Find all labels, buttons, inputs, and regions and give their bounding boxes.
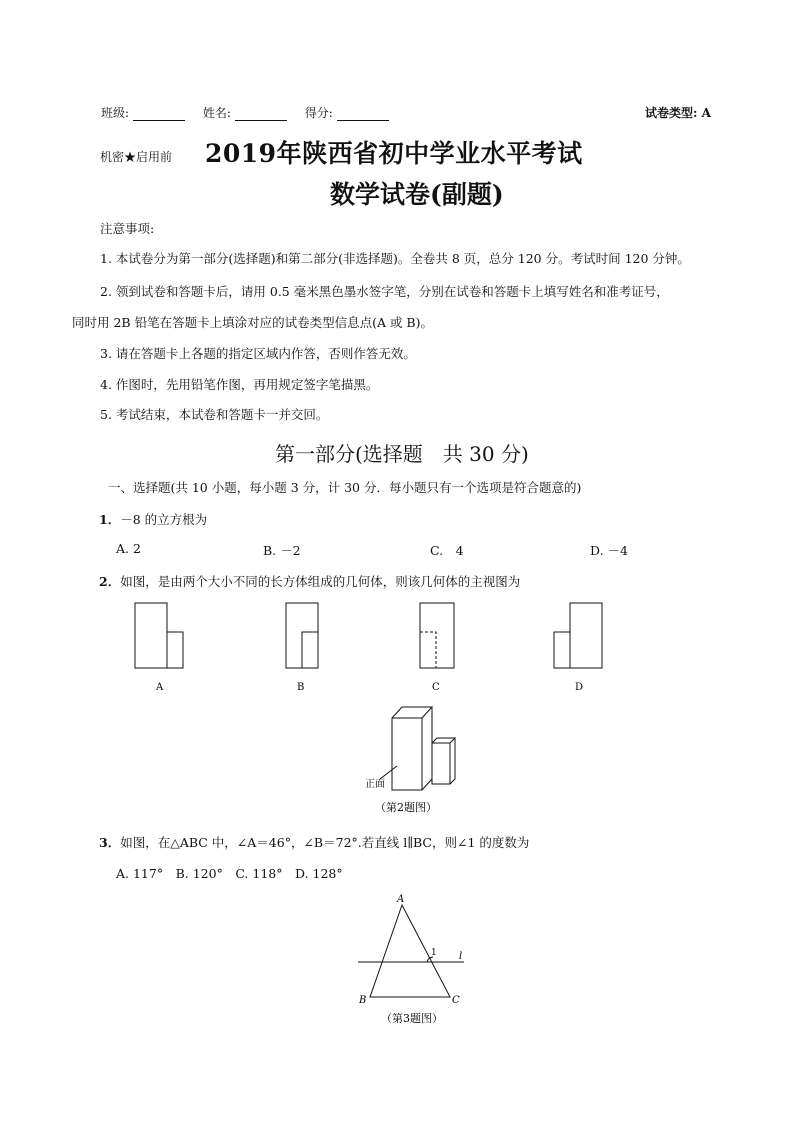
q2-solid-figure bbox=[380, 707, 455, 790]
question-number: 1． bbox=[99, 512, 121, 527]
question-3 bbox=[99, 833, 529, 851]
part1-title: 第一部分(选择题 共 30 分) bbox=[275, 442, 529, 466]
question-text: －8 的立方根为 bbox=[120, 512, 208, 527]
vertex-b-label: B bbox=[359, 995, 367, 1006]
q1-option-d: D. －4 bbox=[590, 543, 628, 558]
q2-figure-c bbox=[420, 603, 454, 668]
line-l-label: l bbox=[459, 951, 463, 962]
q2-label-c: C bbox=[432, 682, 440, 693]
class-label: 班级: bbox=[101, 106, 130, 120]
exam-title: 2019年陕西省初中学业水平考试 bbox=[205, 139, 583, 168]
question-text: 如图，在△ABC 中，∠A＝46°，∠B＝72°.若直线 l∥BC，则∠1 的度数为 bbox=[120, 835, 530, 850]
paper-type: 试卷类型: A bbox=[645, 106, 711, 120]
part1-instruction: 一、选择题(共 10 小题，每小题 3 分，计 30 分．每小题只有一个选项是符合题意的) bbox=[108, 480, 582, 495]
q2-figure-a bbox=[135, 603, 183, 668]
q3-options: A. 117° B. 120° C. 118° D. 128° bbox=[116, 866, 343, 881]
secret-label: 机密★启用前 bbox=[100, 150, 173, 164]
question-text: 如图，是由两个大小不同的长方体组成的几何体，则该几何体的主视图为 bbox=[120, 574, 521, 589]
q2-label-a: A bbox=[156, 682, 164, 693]
question-number: 2． bbox=[99, 574, 121, 589]
vertex-c-label: C bbox=[452, 995, 460, 1006]
note-item: 1. 本试卷分为第一部分(选择题)和第二部分(非选择题)。全卷共 8 页，总分 120 分。考试时间 120 分钟。 bbox=[100, 251, 690, 266]
q3-triangle-figure bbox=[358, 905, 464, 997]
q2-figure-d bbox=[554, 603, 602, 668]
name-label: 姓名: bbox=[202, 106, 231, 120]
exam-subtitle: 数学试卷(副题) bbox=[330, 180, 504, 209]
notes-heading: 注意事项: bbox=[100, 221, 155, 236]
front-label: 正面 bbox=[365, 779, 385, 790]
angle-1-label: 1 bbox=[431, 948, 437, 958]
q1-option-b: B. －2 bbox=[263, 543, 301, 558]
q1-option-c: C. 4 bbox=[430, 543, 464, 558]
q2-figure-b bbox=[286, 603, 318, 668]
note-item: 5. 考试结束，本试卷和答题卡一并交回。 bbox=[100, 407, 329, 422]
vertex-a-label: A bbox=[397, 894, 405, 905]
question-number: 3． bbox=[99, 835, 121, 850]
note-item: 3. 请在答题卡上各题的指定区域内作答，否则作答无效。 bbox=[100, 346, 416, 361]
q1-option-a: A. 2 bbox=[116, 541, 141, 556]
q3-caption: （第3题图） bbox=[381, 1012, 443, 1025]
q2-caption: （第2题图） bbox=[375, 801, 437, 814]
note-item: 2. 领到试卷和答题卡后，请用 0.5 毫米黑色墨水签字笔，分别在试卷和答题卡上填写姓名和准考证号， bbox=[100, 284, 669, 299]
note-item: 同时用 2B 铅笔在答题卡上填涂对应的试卷类型信息点(A 或 B)。 bbox=[72, 315, 433, 330]
q2-label-b: B bbox=[297, 682, 305, 693]
q2-label-d: D bbox=[575, 682, 584, 693]
score-label: 得分: bbox=[304, 106, 333, 120]
note-item: 4. 作图时，先用铅笔作图，再用规定签字笔描黑。 bbox=[100, 377, 379, 392]
